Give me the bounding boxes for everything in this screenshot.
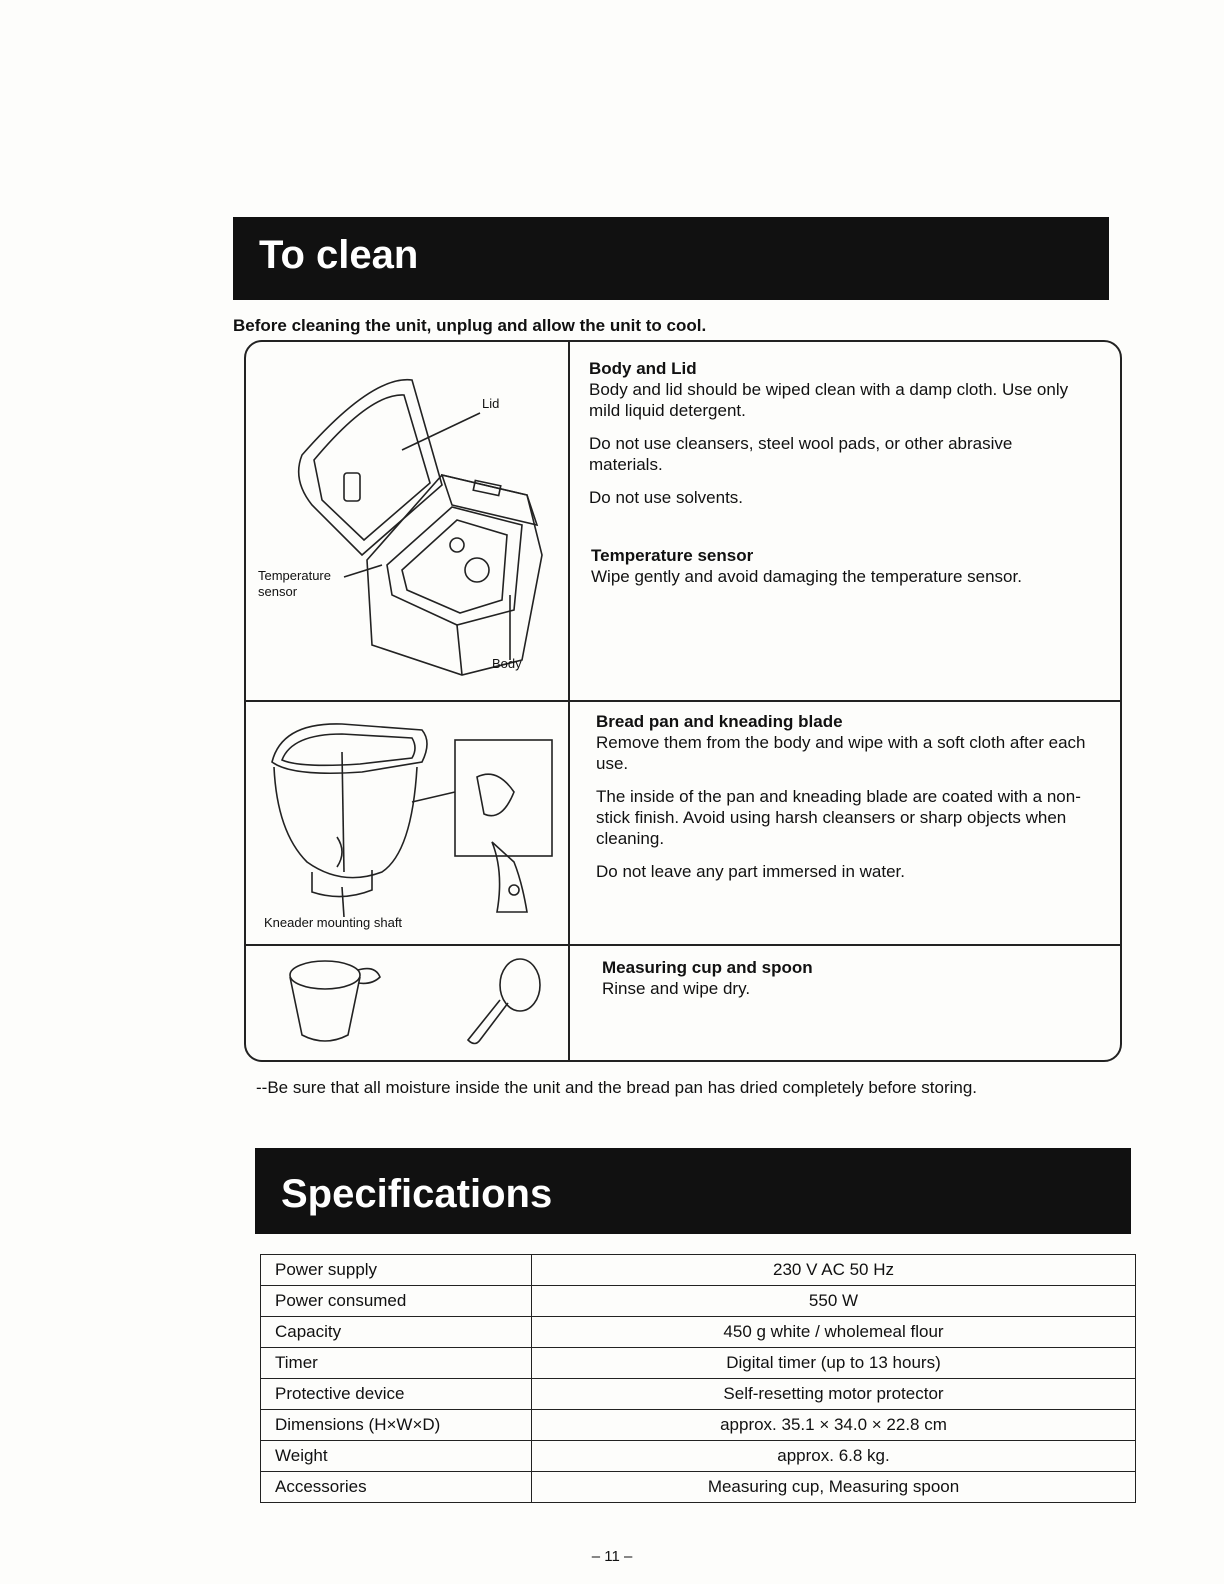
body-lid-text-2: Do not use cleansers, steel wool pads, or other abrasive materials.: [589, 434, 1013, 474]
spec-key: Weight: [261, 1441, 532, 1472]
storage-note: --Be sure that all moisture inside the unit and the bread pan has dried completely before storing.: [256, 1078, 978, 1097]
spec-key: Power consumed: [261, 1286, 532, 1317]
specifications-table: [260, 1254, 1136, 1503]
page-number: – 11 –: [591, 1548, 633, 1565]
spec-key: Timer: [261, 1348, 532, 1379]
bread-pan-section: [596, 711, 1096, 894]
measuring-text: Rinse and wipe dry.: [602, 979, 751, 998]
spec-value: approx. 6.8 kg.: [532, 1441, 1136, 1472]
lid-label: Lid: [482, 396, 500, 411]
bread-pan-illustration: [252, 712, 562, 922]
cleaning-row-divider: [246, 944, 1120, 946]
bread-pan-text-2: The inside of the pan and kneading blade are coated with a non-stick finish. Avoid using harsh cleansers or sharp objects when cleaning.: [596, 787, 1081, 848]
temperature-sensor-text: Wipe gently and avoid damaging the temperature sensor.: [591, 567, 1022, 586]
body-lid-text-1: Body and lid should be wiped clean with a damp cloth. Use only mild liquid detergent.: [589, 380, 1069, 420]
bread-pan-text-1: Remove them from the body and wipe with a soft cloth after each use.: [596, 733, 1086, 773]
table-row: [261, 1348, 1136, 1379]
spec-key: Accessories: [261, 1472, 532, 1503]
specifications-heading: Specifications: [255, 1148, 1131, 1234]
table-row: [261, 1410, 1136, 1441]
spec-value: Digital timer (up to 13 hours): [532, 1348, 1136, 1379]
bread-pan-heading: Bread pan and kneading blade: [596, 712, 843, 731]
cleaning-row-divider: [246, 700, 1120, 702]
table-row: [261, 1286, 1136, 1317]
body-lid-heading: Body and Lid: [589, 359, 697, 378]
temperature-sensor-heading: Temperature sensor: [591, 546, 754, 565]
spec-value: 550 W: [532, 1286, 1136, 1317]
body-label: Body: [492, 656, 522, 671]
spec-value: approx. 35.1 × 34.0 × 22.8 cm: [532, 1410, 1136, 1441]
measuring-cup-spoon-illustration: [280, 955, 550, 1050]
body-lid-section: [589, 358, 1089, 520]
table-row: [261, 1255, 1136, 1286]
table-row: [261, 1441, 1136, 1472]
kneader-shaft-label: Kneader mounting shaft: [264, 915, 403, 930]
spec-value: Measuring cup, Measuring spoon: [532, 1472, 1136, 1503]
spec-key: Capacity: [261, 1317, 532, 1348]
body-lid-text-3: Do not use solvents.: [589, 488, 744, 507]
measuring-heading: Measuring cup and spoon: [602, 958, 813, 977]
spec-key: Dimensions (H×W×D): [261, 1410, 532, 1441]
spec-value: Self-resetting motor protector: [532, 1379, 1136, 1410]
to-clean-heading: To clean: [233, 217, 1109, 300]
table-row: [261, 1317, 1136, 1348]
temperature-sensor-section: [591, 545, 1091, 599]
table-row: [261, 1379, 1136, 1410]
cleaning-intro: Before cleaning the unit, unplug and allow the unit to cool.: [233, 316, 707, 335]
measuring-section: [602, 957, 1102, 1011]
spec-key: Protective device: [261, 1379, 532, 1410]
bread-maker-illustration: [252, 355, 562, 690]
bread-pan-text-3: Do not leave any part immersed in water.: [596, 862, 905, 881]
temperature-sensor-label: Temperature sensor: [258, 568, 331, 599]
spec-value: 450 g white / wholemeal flour: [532, 1317, 1136, 1348]
spec-key: Power supply: [261, 1255, 532, 1286]
table-row: [261, 1472, 1136, 1503]
spec-value: 230 V AC 50 Hz: [532, 1255, 1136, 1286]
